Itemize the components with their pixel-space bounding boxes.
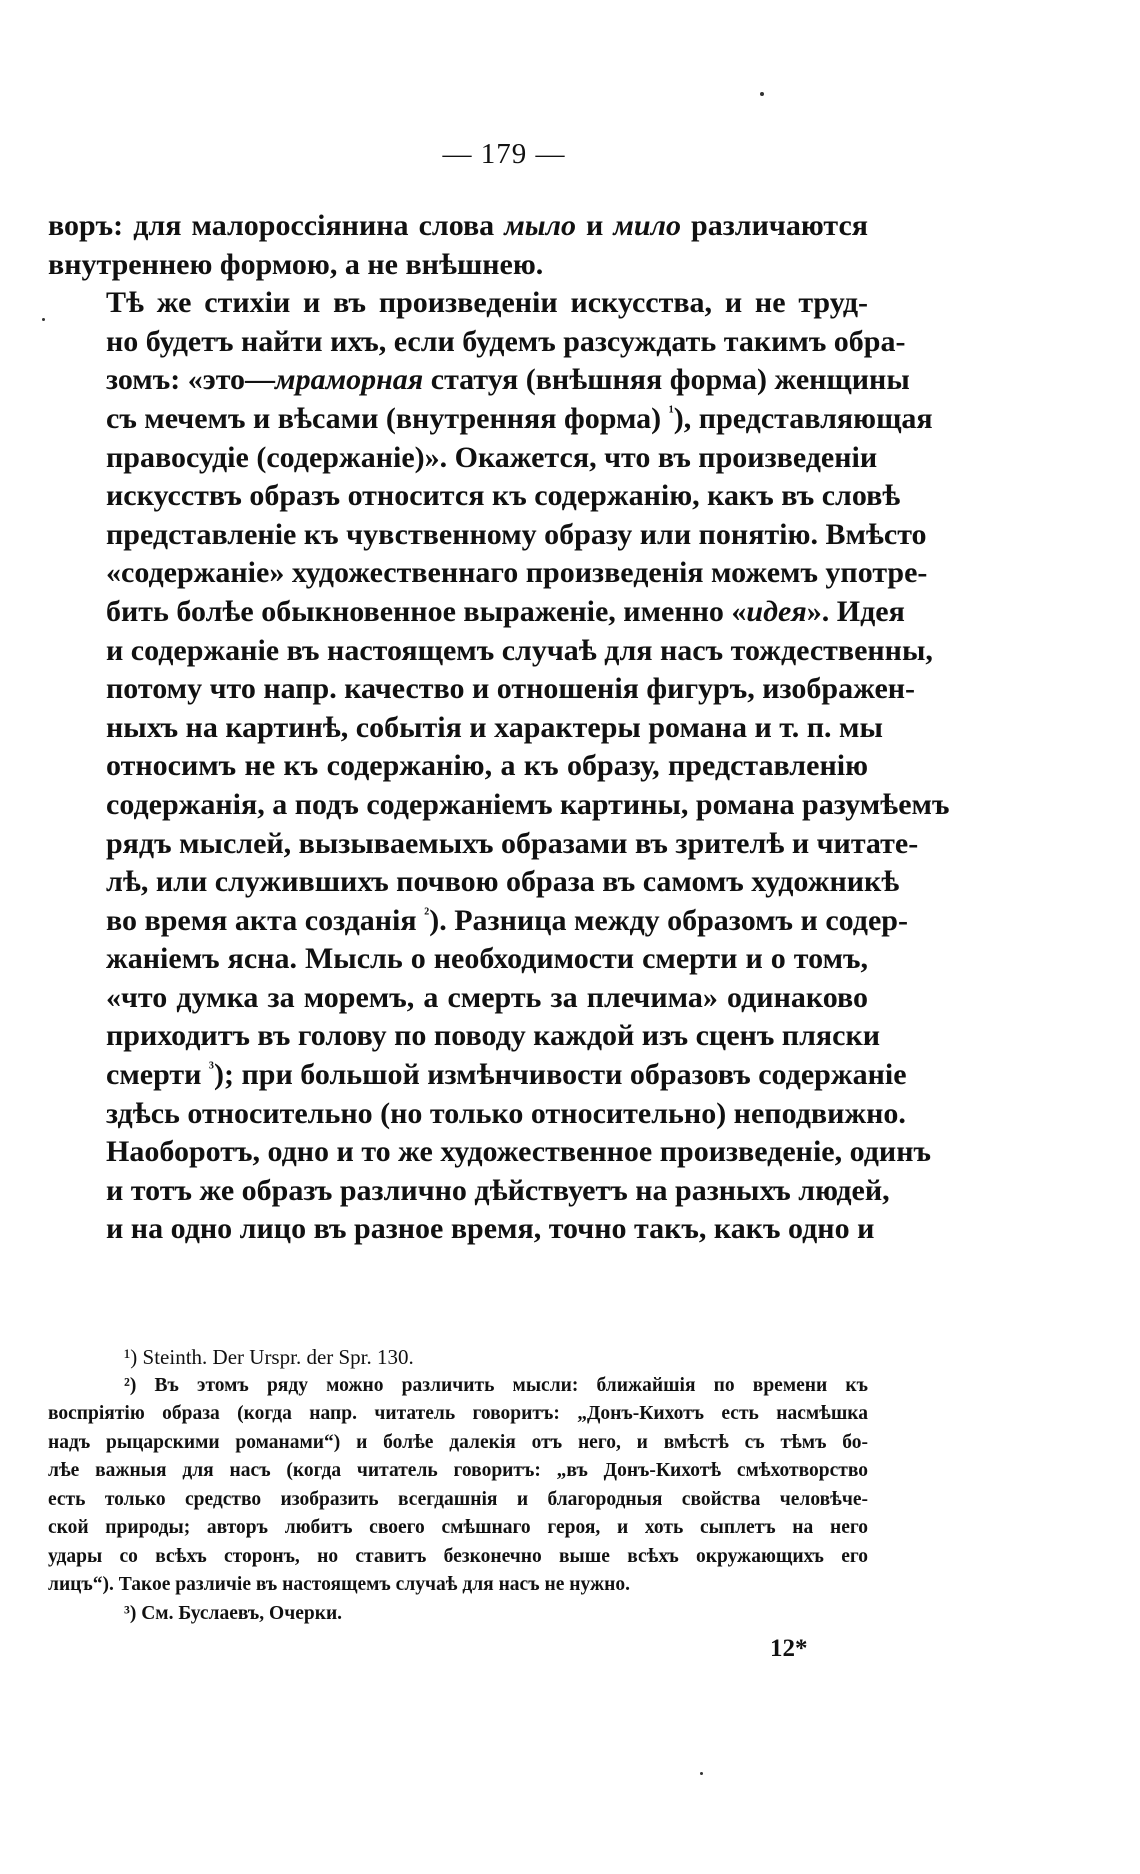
text-line: и на одно лицо въ разное время, точно такъ, какъ одно и bbox=[106, 1212, 875, 1246]
text-line: правосудіе (содержаніе)». Окажется, что въ произведеніи bbox=[106, 440, 878, 474]
text-line: Тѣ же стихіи и въ произведеніи искусства, и не труд- bbox=[106, 286, 868, 320]
text-line: лѣ, или служившихъ почвою образа въ самомъ художникѣ bbox=[106, 865, 900, 899]
footnote-line: воспріятію образа (когда напр. читатель говоритъ: „Донъ-Кихотъ есть насмѣшка bbox=[48, 1403, 868, 1424]
footnote-1: ¹) Steinth. Der Urspr. der Spr. 130. bbox=[124, 1345, 414, 1369]
footnote-line: удары со всѣхъ сторонъ, но ставитъ безконечно выше всѣхъ окружающихъ его bbox=[48, 1545, 868, 1567]
text-line: рядъ мыслей, вызываемыхъ образами въ зрителѣ и читате- bbox=[106, 826, 919, 860]
text-line: здѣсь относительно (но только относительно) неподвижно. bbox=[106, 1096, 906, 1130]
text-line: представленіе къ чувственному образу или понятію. Вмѣсто bbox=[106, 517, 927, 551]
text-line: и содержаніе въ настоящемъ случаѣ для насъ тождественны, bbox=[106, 633, 933, 667]
text-line: но будетъ найти ихъ, если будемъ разсуждать такимъ обра- bbox=[106, 324, 906, 358]
text-line: жаніемъ ясна. Мысль о необходимости смерти и о томъ, bbox=[106, 942, 868, 976]
text-line: бить болѣе обыкновенное выраженіе, именно «идея». Идея bbox=[106, 594, 905, 628]
text-line: «содержаніе» художественнаго произведенія можемъ употре- bbox=[106, 556, 928, 590]
text-line: потому что напр. качество и отношенія фигуръ, изображен- bbox=[106, 672, 916, 706]
footnote-line: лицъ“). Такое различіе въ настоящемъ случаѣ для насъ не нужно. bbox=[48, 1574, 630, 1595]
footnote-2: ²) Въ этомъ ряду можно различить мысли: ближайшія по времени къ bbox=[124, 1374, 868, 1396]
text-line: ныхъ на картинѣ, событія и характеры романа и т. п. мы bbox=[106, 710, 883, 744]
text-line: искусствъ образъ относится къ содержанію, какъ въ словѣ bbox=[106, 479, 901, 513]
footnote-line: надъ рыцарскими романами“) и болѣе далекія отъ него, и вмѣстѣ съ тѣмъ бо- bbox=[48, 1431, 868, 1453]
text-line: смерти $^{^3}$); при большой измѣнчивости образовъ содержаніе bbox=[106, 1058, 907, 1092]
text-line: содержанія, а подъ содержаніемъ картины, романа разумѣемъ bbox=[106, 787, 950, 821]
footnote-line: ской природы; авторъ любитъ своего смѣшнаго героя, и хоть сыплетъ на него bbox=[48, 1517, 868, 1538]
text-line: внутреннею формою, а не внѣшнею. bbox=[48, 247, 544, 281]
text-line: зомъ: «это—мраморная статуя (внѣшняя форма) женщины bbox=[106, 363, 910, 397]
text-line: во время акта созданія $^{^2}$). Разница между образомъ и содер- bbox=[106, 903, 908, 937]
text-line: «что думка за моремъ, а смерть за плечима» одинаково bbox=[106, 980, 868, 1014]
text-line: и тотъ же образъ различно дѣйствуетъ на разныхъ людей, bbox=[106, 1173, 890, 1207]
text-line: Наоборотъ, одно и то же художественное произведеніе, одинъ bbox=[106, 1135, 931, 1169]
footnotes bbox=[48, 1343, 868, 1628]
main-text bbox=[48, 207, 950, 1249]
footnote-line: есть только средство изобразить всегдашнія и благородныя свойства человѣче- bbox=[48, 1488, 868, 1510]
text-line: воръ: для малороссіянина слова мыло и мило различаются bbox=[48, 209, 869, 242]
footnote-3: ³) См. Буслаевъ, Очерки. bbox=[124, 1602, 343, 1624]
text-line: относимъ не къ содержанію, а къ образу, представленію bbox=[106, 749, 868, 783]
text-line: приходитъ въ голову по поводу каждой изъ сценъ пляски bbox=[106, 1019, 881, 1053]
page-number: — 179 — bbox=[442, 138, 566, 170]
signature-mark: 12* bbox=[770, 1635, 808, 1662]
footnote-line: лѣе важныя для насъ (когда читатель говоритъ: „въ Донъ-Кихотѣ смѣхотворство bbox=[48, 1460, 868, 1481]
text-line: съ мечемъ и вѣсами (внутренняя форма) $^{^1}$), представляющая bbox=[106, 401, 933, 435]
